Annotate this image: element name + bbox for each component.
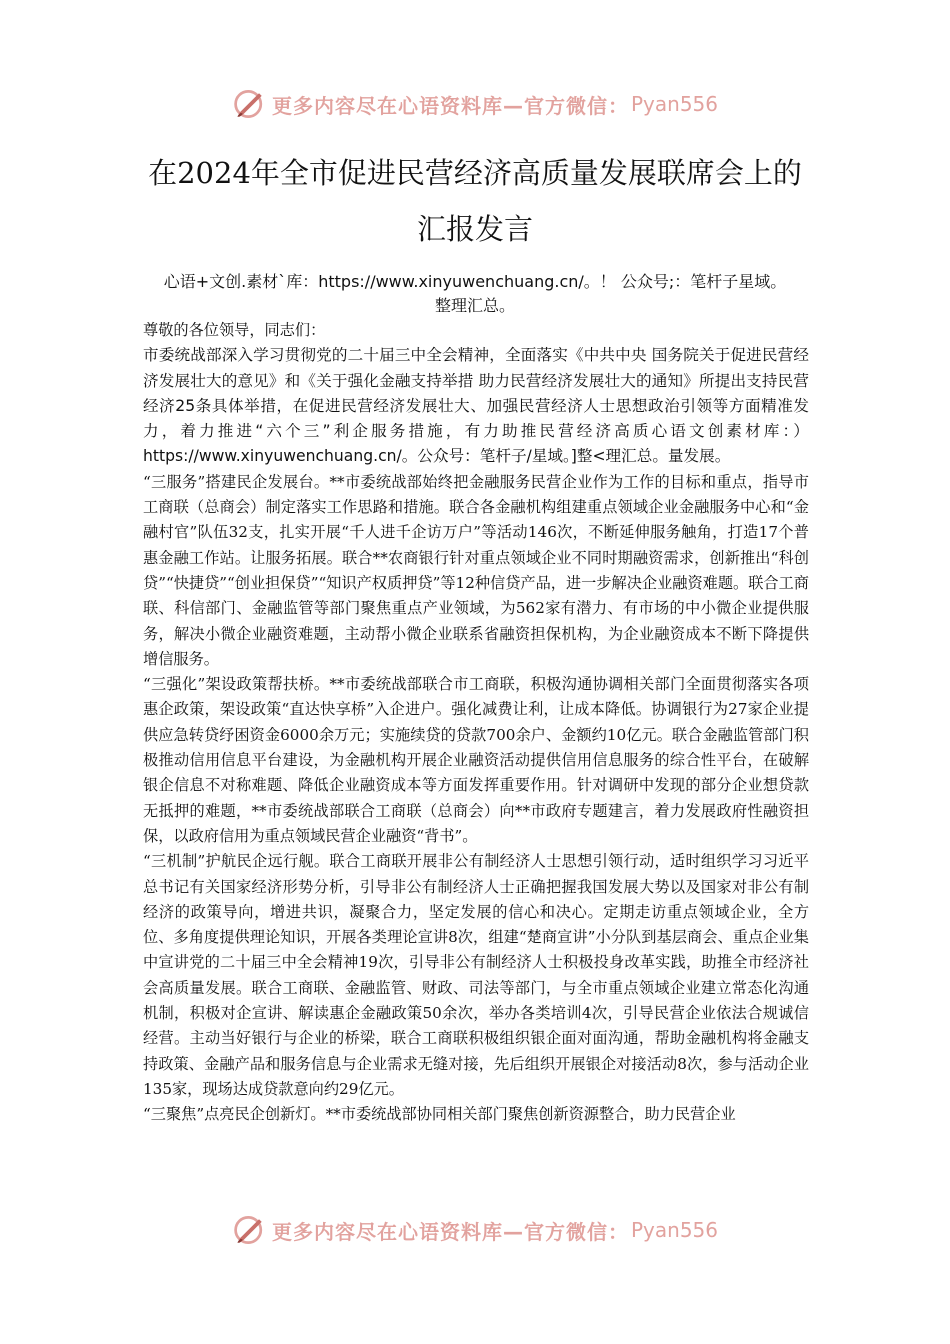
paragraph-three-focus: “三聚焦”点亮民企创新灯。**市委统战部协同相关部门聚焦创新资源整合，助力民营企业: [143, 1105, 736, 1124]
header-watermark-banner: [0, 84, 950, 124]
document-title: [0, 148, 950, 254]
source-line-1: 心语+文创.素材`库：https://www.xinyuwenchuang.cn/。！ 公众号;：笔杆子星域。: [163, 272, 787, 291]
watermark-text: 更多内容尽在心语资料库—官方微信：: [271, 93, 629, 118]
watermark-wechat-id: Pyan556: [630, 1218, 718, 1242]
intro-paragraph: 市委统战部深入学习贯彻党的二十届三中全会精神，全面落实《中共中央 国务院关于促进民营经济发展壮大的意见》和《关于强化金融支持举措 助力民营经济发展壮大的通知》所提出支持民营经济25条具体举措，在促进民营经济发展壮大、加强民营经济人士思想政治引领等方面精准发力，着力推进“六个三”利企服务措施，有力助推民营经济高质心语文创素材库：）https://www.xinyuwenchuang.cn/。公众号：笔杆子/星域。]整<理汇总。量发展。: [143, 346, 809, 466]
source-note: [140, 270, 810, 318]
title-line-2: 汇报发言: [416, 212, 533, 246]
salutation: 尊敬的各位领导，同志们：: [143, 321, 326, 339]
title-line-1: 在2024年全市促进民营经济高质量发展联席会上的: [148, 156, 802, 190]
footer-watermark-banner: [0, 1210, 950, 1250]
brush-logo-icon: [232, 86, 268, 122]
watermark-wechat-id: Pyan556: [630, 92, 718, 116]
paragraph-three-strengthen: “三强化”架设政策帮扶桥。**市委统战部联合市工商联，积极沟通协调相关部门全面贯彻落实各项惠企政策，架设政策“直达快享桥”入企进户。强化减费让利，让成本降低。协调银行为27家企业提供应急转贷纾困资金6000余万元；实施续贷的贷款700余户、金额约10亿元。联合金融监管部门积极推动信用信息平台建设，为金融机构开展企业融资活动提供信用信息服务的综合性平台，在破解银企信息不对称难题、降低企业融资成本等方面发挥重要作用。针对调研中发现的部分企业想贷款无抵押的难题，**市委统战部联合工商联（总商会）向**市政府专题建言，着力发展政府性融资担保，以政府信用为重点领域民营企业融资“背书”。: [143, 675, 809, 845]
paragraph-three-mechanisms: “三机制”护航民企远行舰。联合工商联开展非公有制经济人士思想引领行动，适时组织学习习近平总书记有关国家经济形势分析，引导非公有制经济人士正确把握我国发展大势以及国家对非公有制经济的政策导向，增进共识，凝聚合力，坚定发展的信心和决心。定期走访重点领域企业，全方位、多角度提供理论知识，开展各类理论宣讲8次，组建“楚商宣讲”小分队到基层商会、重点企业集中宣讲党的二十届三中全会精神19次，引导非公有制经济人士积极投身改革实践，助推全市经济社会高质量发展。联合工商联、金融监管、财政、司法等部门，与全市重点领域企业建立常态化沟通机制，积极对企宣讲、解读惠企金融政策50余次，举办各类培训4次，引导民营企业依法合规诚信经营。主动当好银行与企业的桥梁，联合工商联积极组织银企面对面沟通，帮助金融机构将金融支持政策、金融产品和服务信息与企业需求无缝对接，先后组织开展银企对接活动8次，参与活动企业135家，现场达成贷款意向约29亿元。: [143, 852, 809, 1098]
document-body: [143, 318, 809, 1128]
source-line-2: 整理汇总。: [434, 296, 515, 315]
watermark-text: 更多内容尽在心语资料库—官方微信：: [271, 1219, 629, 1244]
brush-logo-icon: [232, 1212, 268, 1248]
paragraph-three-services: “三服务”搭建民企发展台。**市委统战部始终把金融服务民营企业作为工作的目标和重点，指导市工商联（总商会）制定落实工作思路和措施。联合各金融机构组建重点领域企业金融服务中心和“金融村官”队伍32支，扎实开展“千人进千企访万户”等活动146次，不断延伸服务触角，打造17个普惠金融工作站。让服务拓展。联合**农商银行针对重点领域企业不同时期融资需求，创新推出“科创贷”“快捷贷”“创业担保贷”“知识产权质押贷”等12种信贷产品，进一步解决企业融资难题。联合工商联、科信部门、金融监管等部门聚焦重点产业领域，为562家有潜力、有市场的中小微企业提供服务，解决小微企业融资难题，主动帮小微企业联系省融资担保机构，为企业融资成本不断下降提供增信服务。: [143, 472, 809, 668]
